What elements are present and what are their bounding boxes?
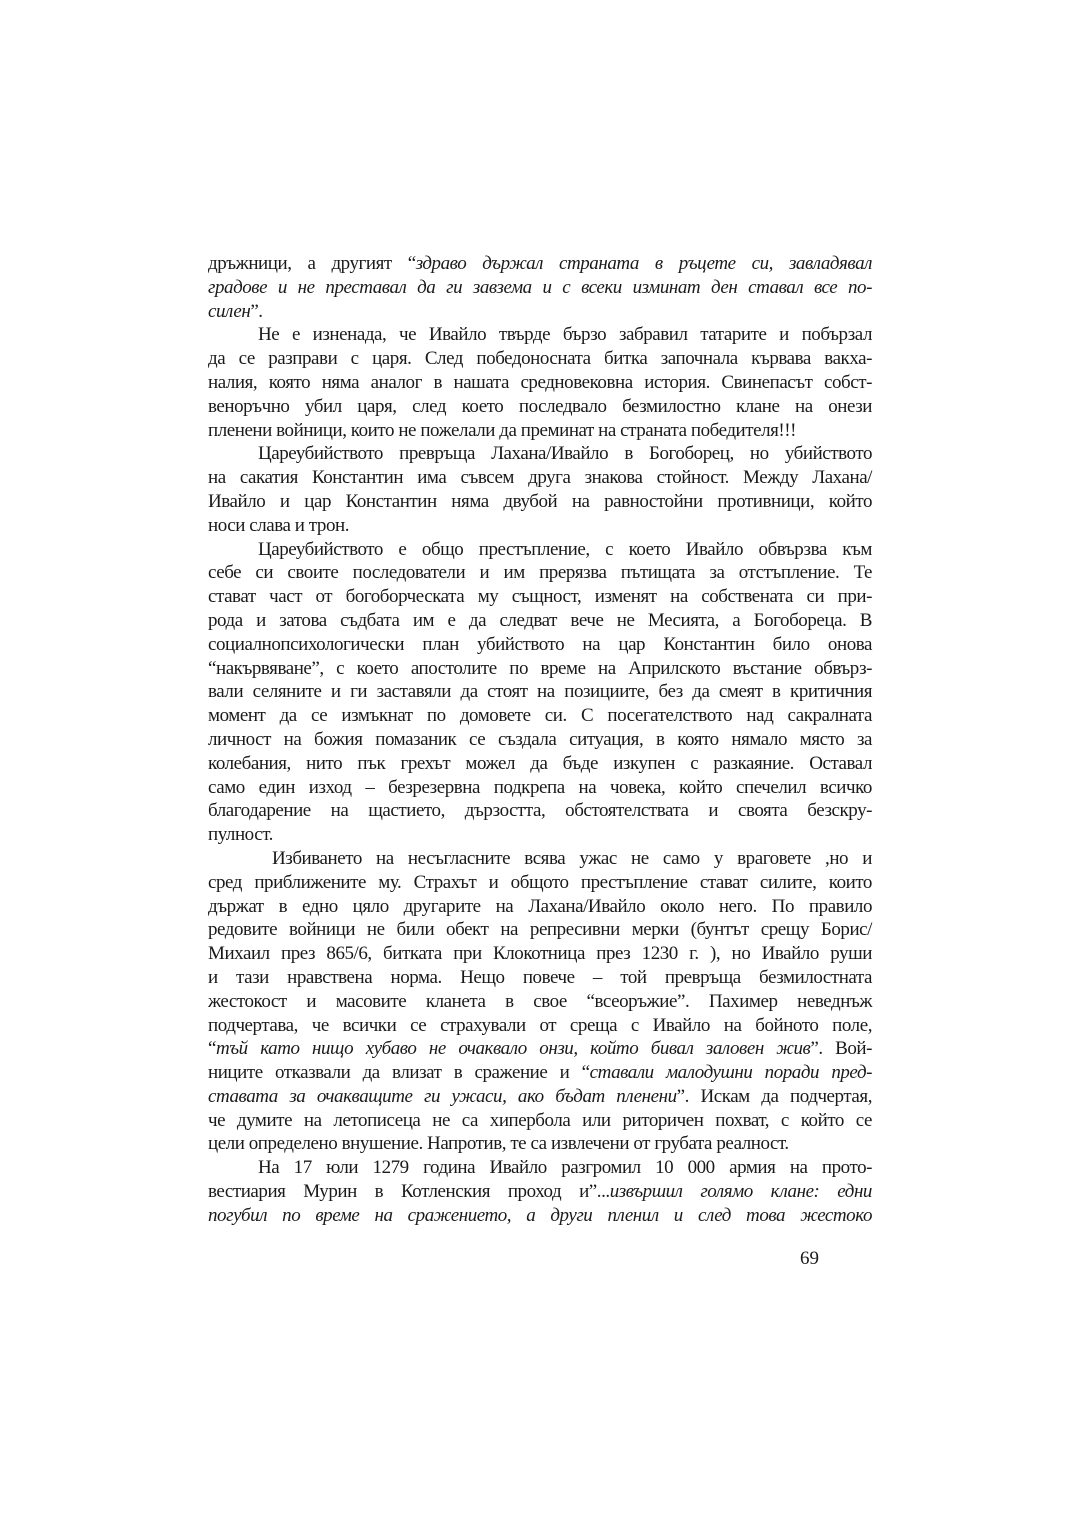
text-run: Михаил през 865/6, битката при Клокотница през 1230 г. ), но Ивайло руши <box>208 943 872 965</box>
text-line <box>208 300 872 324</box>
text-line <box>208 252 872 276</box>
text-line <box>208 942 872 966</box>
text-line <box>208 633 872 657</box>
text-run: ”. <box>250 300 263 322</box>
text-line <box>208 966 872 990</box>
text-run: дръжници, а другият “ <box>208 253 416 274</box>
italic-quote: извършил голямо клане: едни <box>609 1181 872 1203</box>
text-line <box>208 323 872 347</box>
text-run: колебания, нито пък грехът можел да бъде изкупен с разкаяние. Оставал <box>208 752 872 774</box>
text-line <box>208 799 872 823</box>
text-line <box>208 514 872 538</box>
text-run: жестокост и масовите кланета в свое “всеоръжие”. Пахимер неведнъж <box>208 990 872 1012</box>
text-run: Избиването на несъгласните всява ужас не само у враговете ,но и <box>272 847 872 869</box>
text-run: На 17 юли 1279 година Ивайло разгромил 10 000 армия на прото- <box>258 1157 872 1179</box>
text-line <box>208 871 872 895</box>
text-run: Не е изненада, че Ивайло твърде бързо забравил татарите и побързал <box>258 324 872 346</box>
text-line <box>208 728 872 752</box>
text-run: “ <box>208 1038 216 1060</box>
text-line <box>208 1180 872 1204</box>
text-run: “накървяване”, с което апостолите по време на Априлското въстание обвърз- <box>208 657 872 679</box>
text-line <box>208 680 872 704</box>
paragraph <box>208 252 872 323</box>
text-run: вали селяните и ги заставяли да стоят на позициите, без да смеят в критичния <box>208 681 872 703</box>
text-run: пленени войници, които не пожелали да преминат на страната победителя!!! <box>208 419 797 441</box>
text-line <box>208 990 872 1014</box>
text-line <box>208 776 872 800</box>
text-run: личност на божия помазаник се създала ситуация, в която нямало място за <box>208 728 872 750</box>
italic-quote: ставата за очакващите ги ужаси, ако бъдат пленени <box>208 1085 677 1107</box>
text-line <box>208 585 872 609</box>
text-run: момент да се измъкнат по домовете си. С посегателството над сакралната <box>208 705 872 727</box>
text-run: ”. Искам да подчертая, <box>676 1085 872 1107</box>
text-run: веноръчно убил царя, след което последвало безмилостно клане на онези <box>208 395 872 417</box>
text-line <box>208 442 872 466</box>
text-run: ниците отказвали да влизат в сражение и “ <box>208 1062 590 1084</box>
text-line <box>208 419 872 443</box>
italic-quote: погубил по време на сражението, а други пленил и след това жестоко <box>208 1204 872 1226</box>
text-line <box>208 347 872 371</box>
text-line <box>208 490 872 514</box>
text-run: Цареубийството превръща Лахана/Ивайло в Богоборец, но убийството <box>258 443 872 465</box>
text-run: да се разправи с царя. След победоносната битка започнала кървава вакха- <box>208 348 872 370</box>
text-line <box>208 609 872 633</box>
text-line <box>208 1204 872 1228</box>
text-run: държат в едно цяло другарите на Лахана/Ивайло около него. По правило <box>208 895 872 917</box>
text-line <box>208 1014 872 1038</box>
text-run: подчертава, че всички се страхували от среща с Ивайло на бойното поле, <box>208 1014 872 1036</box>
text-line <box>208 276 872 300</box>
text-run: редовите войници не били обект на репресивни мерки (бунтът срещу Борис/ <box>208 919 872 941</box>
text-line <box>208 1109 872 1133</box>
text-run: пулност. <box>208 824 273 846</box>
italic-quote: здраво държал страната в ръцете си, завладявал <box>415 253 872 274</box>
paragraph <box>208 442 872 537</box>
page-number: 69 <box>800 1248 819 1269</box>
text-line <box>208 1037 872 1061</box>
body-text <box>208 252 872 1228</box>
text-run: цели определено внушение. Напротив, те са извлечени от грубата реалност. <box>208 1133 789 1155</box>
text-run: стават част от богоборческата му същност, изменят на собствената си при- <box>208 586 872 608</box>
italic-quote: ставали малодушни поради пред- <box>589 1062 872 1084</box>
text-line <box>208 704 872 728</box>
text-run: сред приближените му. Страхът и общото престъпление стават силите, които <box>208 871 872 893</box>
text-line <box>208 1061 872 1085</box>
italic-quote: силен <box>208 300 251 322</box>
paragraph <box>208 1156 872 1227</box>
text-run: благодарение на щастието, дързостта, обстоятелствата и своята безскру- <box>208 800 872 822</box>
text-run: и тази нравствена норма. Нещо повече – той превръща безмилостната <box>208 966 872 988</box>
text-line <box>208 466 872 490</box>
text-line <box>208 1132 872 1156</box>
text-run: Ивайло и цар Константин няма двубой на равностойни противници, който <box>208 490 872 512</box>
text-line <box>208 1156 872 1180</box>
text-run: че думите на летописеца не са хипербола или риторичен похват, с който се <box>208 1109 872 1131</box>
text-run: само един изход – безрезервна подкрепа на човека, който спечелил всичко <box>208 776 872 798</box>
text-line <box>208 561 872 585</box>
text-line <box>208 1085 872 1109</box>
text-run: вестиария Мурин в Котленския проход и”... <box>208 1181 610 1203</box>
text-line <box>208 371 872 395</box>
text-line <box>208 657 872 681</box>
text-line <box>208 752 872 776</box>
paragraph <box>208 847 872 1156</box>
paragraph <box>208 323 872 442</box>
italic-quote: тъй като нищо хубаво не очаквало онзи, който бивал заловен жив <box>215 1038 811 1060</box>
text-line <box>208 823 872 847</box>
text-line <box>208 895 872 919</box>
text-line <box>208 918 872 942</box>
text-run: налия, която няма аналог в нашата средновековна история. Свинепасът собст- <box>208 371 872 393</box>
text-line <box>208 847 872 871</box>
text-run: носи слава и трон. <box>208 514 350 536</box>
text-line <box>208 538 872 562</box>
text-run: социалнопсихологически план убийството на цар Константин било онова <box>208 633 872 655</box>
text-run: на сакатия Константин има съвсем друга знакова стойност. Между Лахана/ <box>208 467 872 489</box>
text-run: Цареубийството е общо престъпление, с което Ивайло обвързва към <box>258 538 872 560</box>
paragraph <box>208 538 872 847</box>
italic-quote: градове и не преставал да ги завзема и с всеки изминат ден ставал все по- <box>208 276 872 298</box>
text-run: рода и затова съдбата им е да следват вече не Месията, а Богобореца. В <box>208 609 872 631</box>
text-run: себе си своите последователи и им прерязва пътищата за отстъпление. Те <box>208 562 872 584</box>
text-line <box>208 395 872 419</box>
text-run: ”. Вой- <box>810 1038 872 1060</box>
